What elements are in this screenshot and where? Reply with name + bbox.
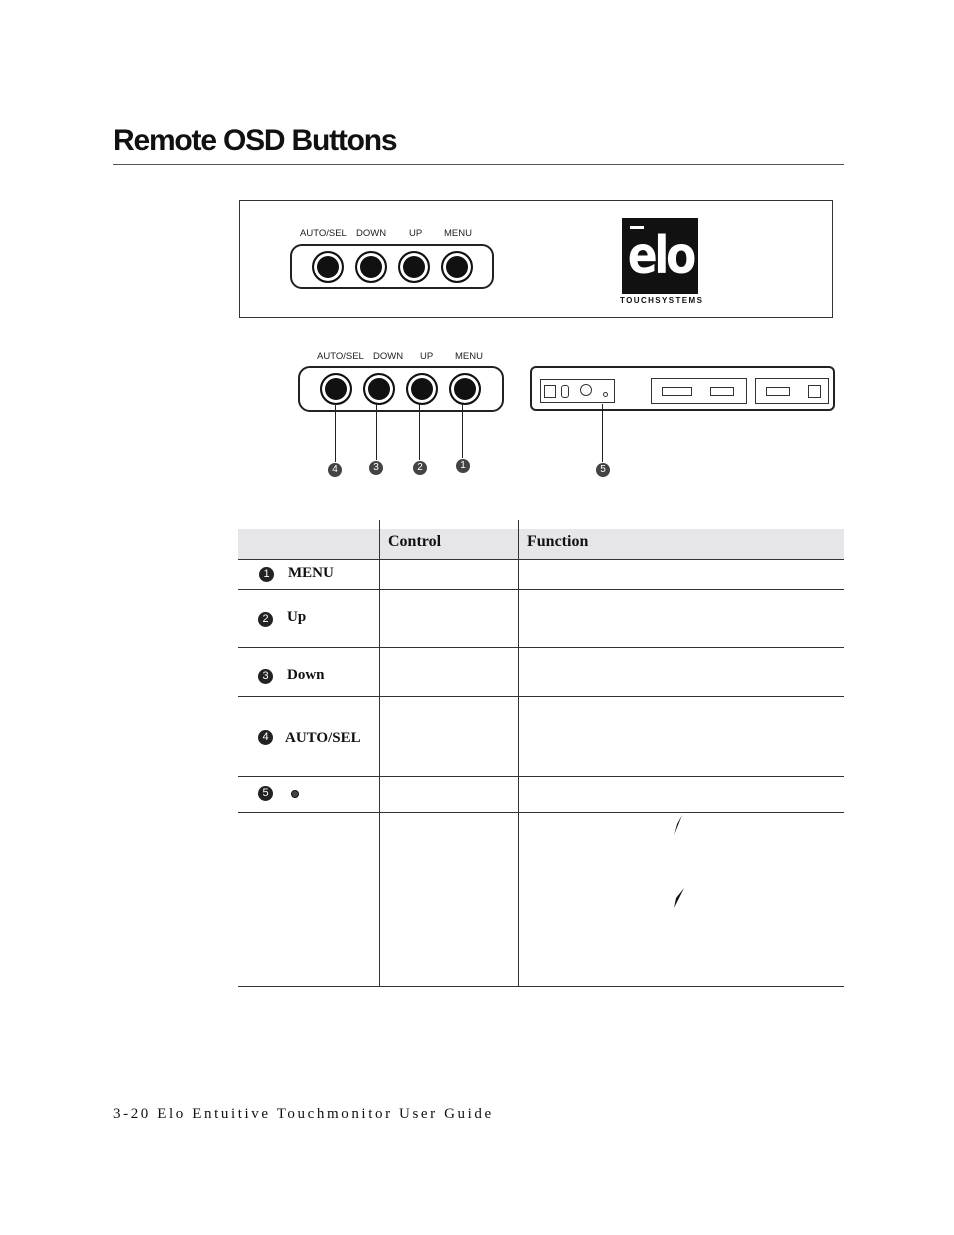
- row-divider: [238, 776, 844, 777]
- top-down-button-icon: [355, 251, 387, 283]
- elo-logo: [622, 218, 698, 294]
- bottom-label-up: UP: [420, 351, 434, 362]
- controls-table: [238, 520, 844, 987]
- top-label-up: UP: [409, 228, 423, 239]
- bottom-label-down: DOWN: [373, 351, 404, 362]
- dvi-port-icon: [662, 387, 692, 396]
- callout-number-5: 5: [596, 463, 610, 477]
- usb-port-icon: [808, 385, 821, 398]
- logo-word: elo: [627, 226, 694, 286]
- vga-port-icon: [710, 387, 734, 396]
- top-menu-button-icon: [441, 251, 473, 283]
- row-label-autosel: AUTO/SEL: [285, 730, 361, 746]
- serial-port-icon: [766, 387, 790, 396]
- callout-line-2: [419, 404, 420, 460]
- row-label-down: Down: [287, 667, 325, 683]
- top-up-button-icon: [398, 251, 430, 283]
- callout-line-5: [602, 404, 603, 462]
- table-bottom-rule: [238, 986, 844, 987]
- data-connectors-section: [755, 378, 829, 404]
- header-control: Control: [388, 533, 442, 550]
- connector-panel-diagram: [530, 366, 835, 411]
- led-dot-icon: [291, 790, 299, 798]
- bottom-up-button-icon: [406, 373, 438, 405]
- top-label-down: DOWN: [356, 228, 387, 239]
- bottom-autosel-button-icon: [320, 373, 352, 405]
- logo-subtext: TOUCHSYSTEMS: [620, 296, 704, 305]
- callout-number-4: 4: [328, 463, 342, 477]
- row-label-up: Up: [287, 609, 307, 625]
- tick-mark-icon: [672, 886, 686, 910]
- callout-line-1: [462, 404, 463, 458]
- power-switch-icon: [561, 385, 569, 398]
- header-function: Function: [527, 533, 589, 550]
- power-section: [540, 379, 615, 403]
- row-number-1-icon: 1: [259, 567, 274, 582]
- led-icon: [603, 392, 608, 397]
- tick-mark-icon: [672, 814, 686, 836]
- callout-number-2: 2: [413, 461, 427, 475]
- row-number-4-icon: 4: [258, 730, 273, 745]
- row-divider: [238, 647, 844, 648]
- row-label-menu: MENU: [288, 565, 334, 581]
- callout-line-4: [335, 404, 336, 462]
- top-autosel-button-icon: [312, 251, 344, 283]
- page-title: Remote OSD Buttons: [113, 124, 397, 157]
- bottom-label-autosel: AUTO/SEL: [317, 351, 364, 362]
- power-button-icon: [580, 384, 592, 396]
- callout-number-1: 1: [456, 459, 470, 473]
- bottom-menu-button-icon: [449, 373, 481, 405]
- power-jack-icon: [544, 385, 556, 398]
- callout-number-3: 3: [369, 461, 383, 475]
- bottom-label-menu: MENU: [455, 351, 483, 362]
- title-divider: [113, 164, 844, 165]
- video-connectors-section: [651, 378, 747, 404]
- row-divider: [238, 812, 844, 813]
- row-number-2-icon: 2: [258, 612, 273, 627]
- top-label-menu: MENU: [444, 228, 472, 239]
- row-divider: [238, 589, 844, 590]
- top-label-autosel: AUTO/SEL: [300, 228, 347, 239]
- bottom-down-button-icon: [363, 373, 395, 405]
- page-footer: 3-20 Elo Entuitive Touchmonitor User Guide: [113, 1106, 494, 1122]
- row-number-5-icon: 5: [258, 786, 273, 801]
- row-number-3-icon: 3: [258, 669, 273, 684]
- callout-line-3: [376, 404, 377, 460]
- row-divider: [238, 696, 844, 697]
